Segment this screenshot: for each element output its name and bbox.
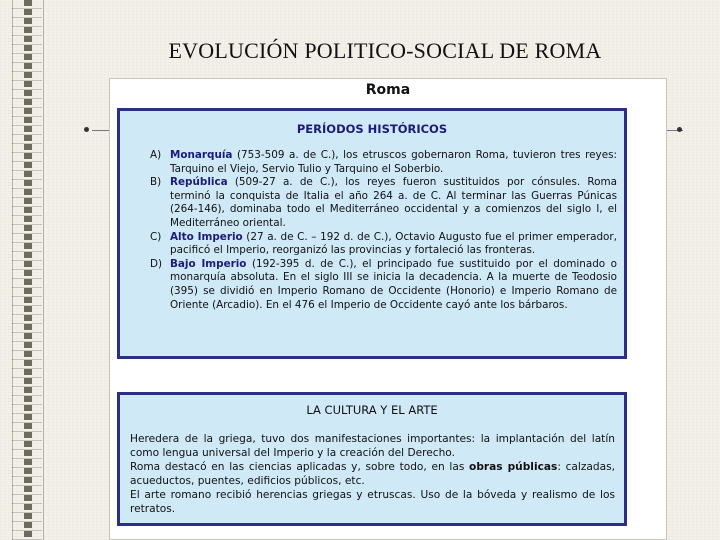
document-title: Roma [365,82,411,98]
item-letter: C) [150,230,162,243]
cultura-paragraph-1: Heredera de la griega, tuvo dos manifestaciones importantes: la implantación del latín como lengua universal del Imperio y la creación del Derecho. [130,433,615,459]
item-letter: D) [150,257,163,270]
cultura-p2-bold: obras públicas [469,461,558,473]
cultura-paragraph-3: El arte romano recibió herencias griegas y etruscas. Uso de la bóveda y realismo de los retratos. [130,489,615,515]
periodos-heading: PERÍODOS HISTÓRICOS [296,122,448,136]
item-letter: A) [150,149,162,161]
cultura-p2-start: Roma destacó en las ciencias aplicadas y, sobre todo, en las [130,461,470,473]
list-item [150,258,617,312]
list-item [150,149,617,176]
cultura-heading: LA CULTURA Y EL ARTE [306,403,438,417]
item-name: Alto Imperio [170,230,243,243]
item-name: Bajo Imperio [170,257,247,270]
periodos-box [117,108,627,359]
document-page [109,78,667,540]
periodos-list [150,149,617,312]
divider-left-dot [84,127,89,132]
item-name: República [170,176,228,189]
cultura-paragraph-2 [130,460,615,488]
cultura-box [117,392,627,526]
item-text: (509-27 a. de C.), los reyes fueron sustituidos por cónsules. Roma terminó la conquista de Italia el año 264 a. de C. Al terminar las Guerras Púnicas (264-146), dominaba todo el Mediterráneo occidental y a comienzos del siglo I, el Mediterráneo oriental. [170,176,617,229]
divider-right-dot [677,127,682,132]
item-text: (753-509 a. de C.), los etruscos gobernaron Roma, tuvieron tres reyes: Tarquino el Viejo, Servio Tulio y Tarquino el Soberbio. [170,149,617,175]
left-border-stitches [12,0,42,540]
cultura-text [130,432,615,516]
cultura-p2-end: : calzadas, acueductos, puentes, edificios públicos, etc. [130,461,615,487]
item-text: (192-395 d. de C.), el principado fue sustituido por el dominado o monarquía absoluta. En el siglo III se inicia la decadencia. A la muerte de Teodosio (395) se dividió en Imperio Romano de Occidente (Honorio) e Imperio Romano de Oriente (Arcadio). En el 476 el Imperio de Occidente cayó ante los bárbaros. [170,257,617,311]
list-item [150,176,617,230]
item-letter: B) [150,176,162,189]
list-item [150,231,617,258]
divider-left [92,130,110,131]
item-text: (27 a. de C. – 192 d. de C.), Octavio Augusto fue el primer emperador, pacificó el Imperio, reorganizó las provincias y fortaleció las fronteras. [170,230,617,257]
slide-title: EVOLUCIÓN POLITICO-SOCIAL DE ROMA [168,38,602,63]
item-name: Monarquía [170,149,233,161]
